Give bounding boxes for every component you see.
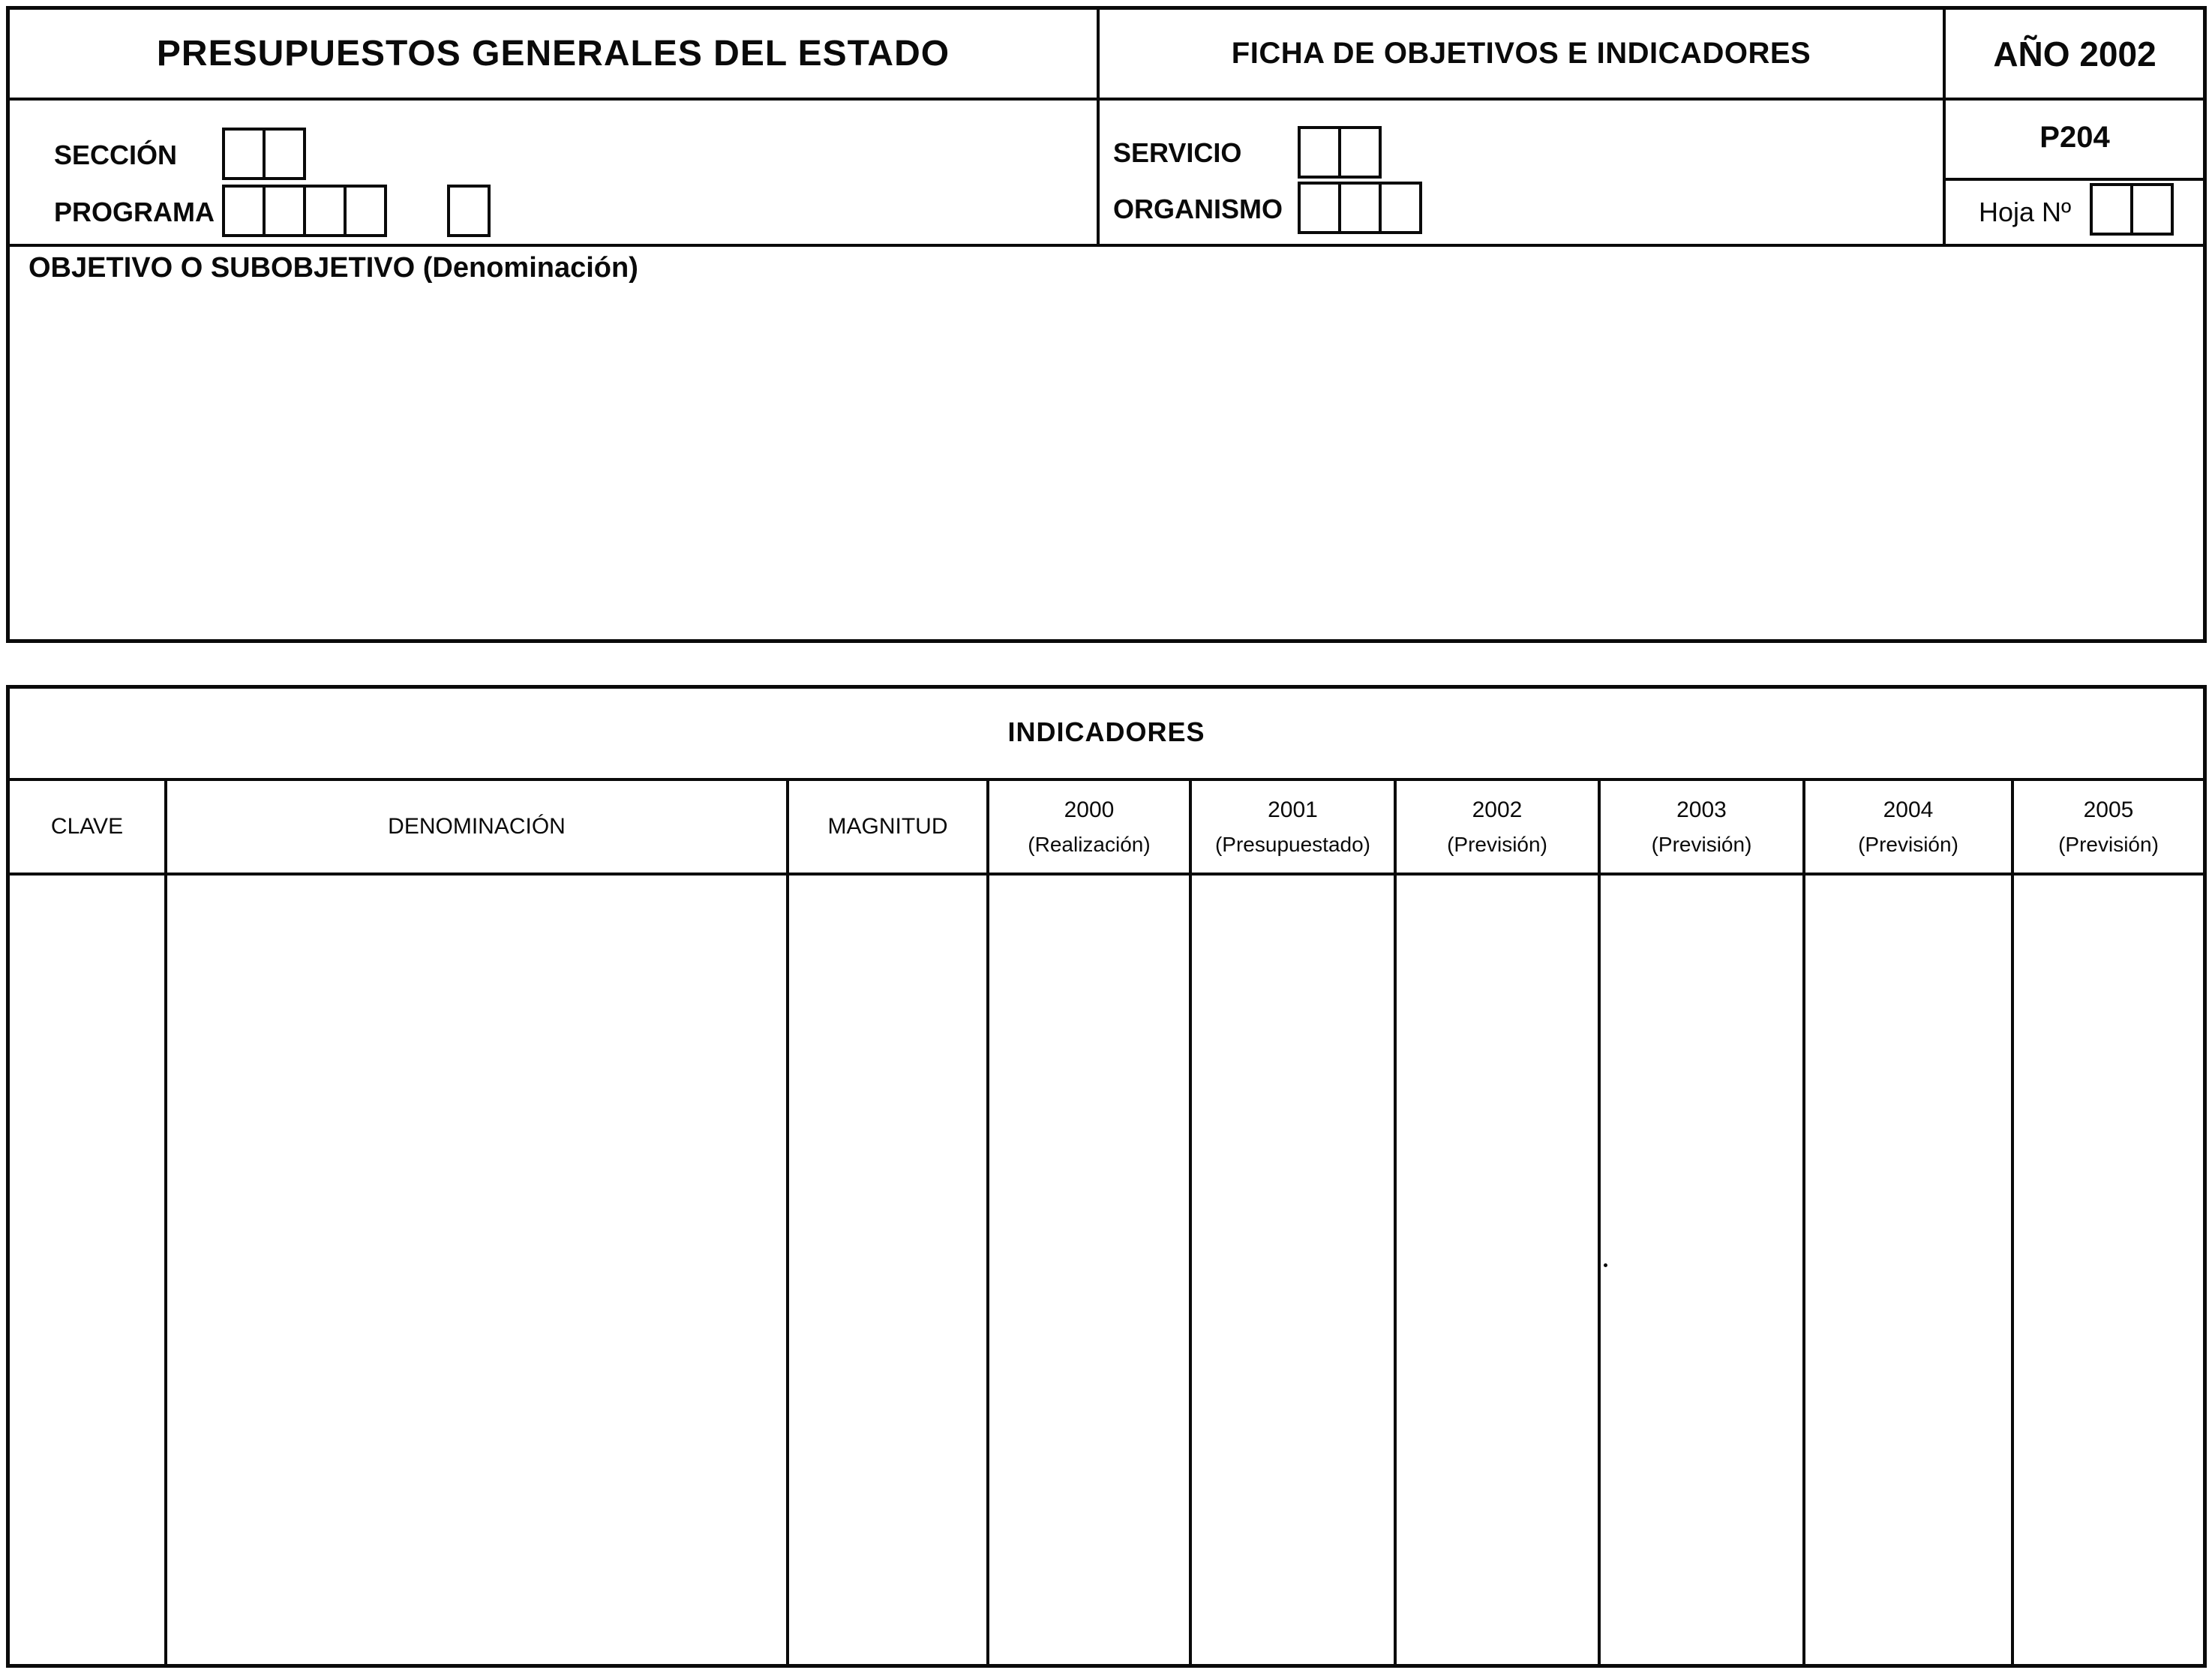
- organismo-box-2[interactable]: [1338, 182, 1382, 234]
- year-sublabel-2002: (Previsión): [1447, 832, 1547, 856]
- grid-line: [6, 98, 2207, 101]
- hoja-box-1[interactable]: [2090, 183, 2133, 236]
- column-header-2002: [1397, 781, 1598, 873]
- seccion-boxes: [222, 128, 306, 180]
- scan-speck: [1604, 1263, 1607, 1267]
- body-cell-2002[interactable]: [1397, 876, 1598, 1664]
- grid-line: [6, 244, 2207, 247]
- body-cell-2001[interactable]: [1192, 876, 1394, 1664]
- programa-boxes: [222, 185, 387, 237]
- year-label-2005: 2005: [2083, 797, 2134, 823]
- body-cell-2004[interactable]: [1805, 876, 2011, 1664]
- programa-extra-box-row: [447, 185, 491, 237]
- body-cell-denominacion[interactable]: [167, 876, 786, 1664]
- column-header-denominacion: DENOMINACIÓN: [388, 813, 566, 839]
- servicio-box-1[interactable]: [1298, 126, 1341, 179]
- programa-extra-box[interactable]: [447, 185, 491, 237]
- column-header-clave: CLAVE: [50, 813, 124, 839]
- column-header-magnitud: MAGNITUD: [827, 813, 948, 839]
- seccion-box-1[interactable]: [222, 128, 266, 180]
- indicators-table-title: INDICADORES: [1007, 716, 1205, 747]
- year-sublabel-2003: (Previsión): [1651, 832, 1752, 856]
- body-cell-2003[interactable]: [1601, 876, 1802, 1664]
- column-header-2004: [1805, 781, 2011, 873]
- body-cell-magnitud[interactable]: [789, 876, 986, 1664]
- column-header-2003: [1601, 781, 1802, 873]
- programa-label: PROGRAMA: [54, 197, 215, 227]
- column-header-2000: [989, 781, 1189, 873]
- body-cell-2000[interactable]: [989, 876, 1189, 1664]
- servicio-box-2[interactable]: [1338, 126, 1382, 179]
- form-title: PRESUPUESTOS GENERALES DEL ESTADO: [156, 34, 950, 74]
- servicio-label: SERVICIO: [1113, 137, 1242, 168]
- seccion-label: SECCIÓN: [54, 140, 178, 170]
- year-label-2004: 2004: [1883, 797, 1934, 823]
- grid-line: [1943, 178, 2207, 181]
- year-sublabel-2004: (Previsión): [1858, 832, 1958, 856]
- column-header-2001: [1192, 781, 1394, 873]
- objetivo-input-area[interactable]: [10, 287, 2203, 638]
- year-label: AÑO 2002: [1993, 34, 2156, 74]
- year-label-2000: 2000: [1064, 797, 1115, 823]
- year-sublabel-2000: (Realización): [1028, 832, 1151, 856]
- hoja-label: Hoja Nº: [1979, 197, 2072, 227]
- body-cell-2005[interactable]: [2014, 876, 2203, 1664]
- seccion-box-2[interactable]: [263, 128, 306, 180]
- year-label-2003: 2003: [1676, 797, 1727, 823]
- form-subtitle: FICHA DE OBJETIVOS E INDICADORES: [1231, 37, 1811, 70]
- programa-box-1[interactable]: [222, 185, 266, 237]
- organismo-box-3[interactable]: [1379, 182, 1422, 234]
- hoja-boxes: [2090, 183, 2174, 236]
- year-sublabel-2001: (Presupuestado): [1214, 832, 1370, 856]
- column-header-2005: [2014, 781, 2203, 873]
- servicio-boxes: [1298, 126, 1382, 179]
- programa-box-2[interactable]: [263, 185, 306, 237]
- year-label-2001: 2001: [1268, 797, 1318, 823]
- objetivo-label: OBJETIVO O SUBOBJETIVO (Denominación): [29, 252, 638, 284]
- year-sublabel-2005: (Previsión): [2058, 832, 2159, 856]
- form-code: P204: [2039, 121, 2110, 154]
- organismo-label: ORGANISMO: [1113, 194, 1283, 224]
- hoja-box-2[interactable]: [2130, 183, 2174, 236]
- year-label-2002: 2002: [1472, 797, 1523, 823]
- organismo-box-1[interactable]: [1298, 182, 1341, 234]
- programa-box-4[interactable]: [344, 185, 387, 237]
- programa-box-3[interactable]: [303, 185, 347, 237]
- organismo-boxes: [1298, 182, 1422, 234]
- body-cell-clave[interactable]: [10, 876, 164, 1664]
